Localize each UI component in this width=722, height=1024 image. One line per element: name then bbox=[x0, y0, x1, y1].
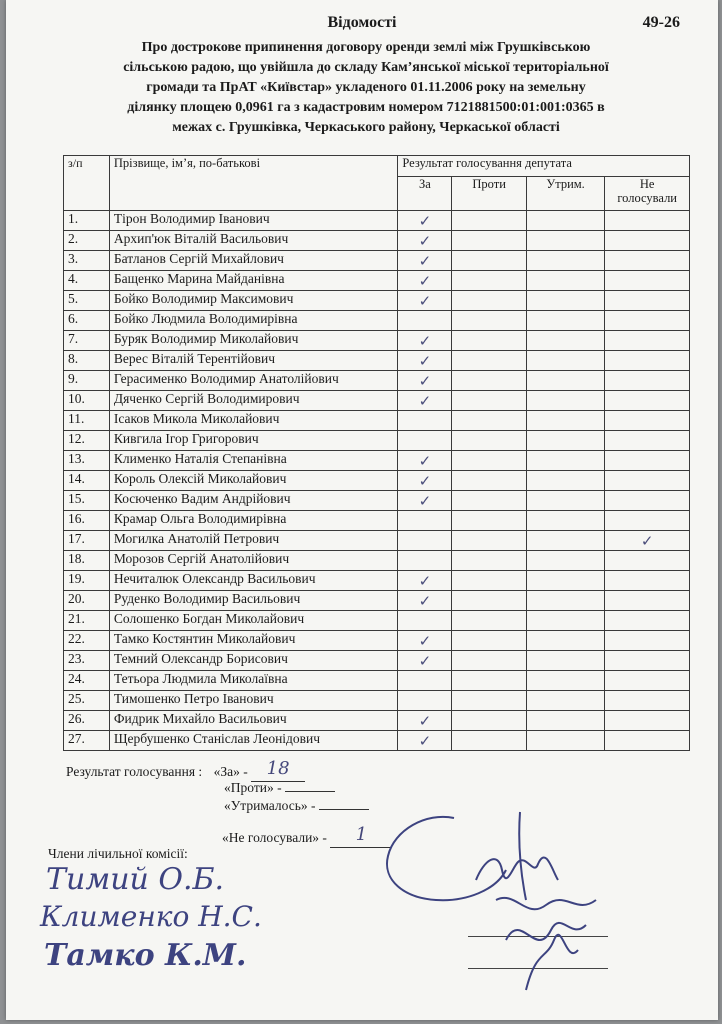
deputy-name: Верес Віталій Терентійович bbox=[109, 351, 398, 371]
check-mark-icon: ✓ bbox=[418, 472, 432, 490]
document-title: Відомості bbox=[327, 14, 397, 31]
deputy-name: Темний Олександр Борисович bbox=[109, 651, 398, 671]
column-header-proty: Проти bbox=[452, 177, 526, 211]
check-mark-icon: ✓ bbox=[418, 592, 432, 610]
document-number: 49-26 bbox=[642, 14, 680, 31]
row-number: 27. bbox=[64, 731, 110, 751]
column-header-number: з/п bbox=[64, 156, 110, 211]
subject-line: сільською радою, що увійшла до складу Кам’янської міської територіальної bbox=[123, 60, 609, 75]
column-header-result: Результат голосування депутата bbox=[398, 156, 690, 177]
row-number: 15. bbox=[64, 491, 110, 511]
column-header-utrym: Утрим. bbox=[526, 177, 605, 211]
row-number: 9. bbox=[64, 371, 110, 391]
result-za-label: «За» - bbox=[213, 764, 248, 779]
deputy-name: Тимошенко Петро Іванович bbox=[109, 691, 398, 711]
row-number: 18. bbox=[64, 551, 110, 571]
check-mark-icon: ✓ bbox=[418, 332, 432, 350]
deputy-name: Бащенко Марина Майданівна bbox=[109, 271, 398, 291]
result-ne-number: 1 bbox=[355, 824, 368, 845]
deputy-name: Король Олексій Миколайович bbox=[109, 471, 398, 491]
commission-signature-3: Тамко К.М. bbox=[44, 938, 247, 973]
check-mark-icon: ✓ bbox=[418, 392, 432, 410]
row-number: 3. bbox=[64, 251, 110, 271]
row-number: 1. bbox=[64, 211, 110, 231]
deputy-name: Бойко Володимир Максимович bbox=[109, 291, 398, 311]
commission-label: Члени лічильної комісії: bbox=[48, 846, 188, 861]
row-number: 6. bbox=[64, 311, 110, 331]
deputy-name: Тірон Володимир Іванович bbox=[109, 211, 398, 231]
row-number: 20. bbox=[64, 591, 110, 611]
deputy-name: Герасименко Володимир Анатолійович bbox=[109, 371, 398, 391]
row-number: 17. bbox=[64, 531, 110, 551]
row-number: 14. bbox=[64, 471, 110, 491]
row-number: 7. bbox=[64, 331, 110, 351]
result-ne-label: «Не голосували» - bbox=[222, 830, 327, 845]
row-number: 19. bbox=[64, 571, 110, 591]
row-number: 4. bbox=[64, 271, 110, 291]
deputy-name: Дяченко Сергій Володимирович bbox=[109, 391, 398, 411]
result-za-number: 18 bbox=[266, 758, 290, 779]
row-number: 25. bbox=[64, 691, 110, 711]
row-number: 8. bbox=[64, 351, 110, 371]
deputy-name: Архип'юк Віталій Васильович bbox=[109, 231, 398, 251]
row-number: 24. bbox=[64, 671, 110, 691]
deputy-name: Буряк Володимир Миколайович bbox=[109, 331, 398, 351]
subject-line: Про дострокове припинення договору оренди землі між Грушківською bbox=[141, 40, 591, 55]
deputy-name: Ісаков Микола Миколайович bbox=[109, 411, 398, 431]
handwritten-signatures-drawing bbox=[6, 0, 718, 1020]
row-number: 23. bbox=[64, 651, 110, 671]
deputy-name: Клименко Наталія Степанівна bbox=[109, 451, 398, 471]
check-mark-icon: ✓ bbox=[418, 292, 432, 310]
check-mark-icon: ✓ bbox=[418, 212, 432, 230]
check-mark-icon: ✓ bbox=[418, 732, 432, 750]
row-number: 5. bbox=[64, 291, 110, 311]
column-header-name: Прізвище, ім’я, по-батькові bbox=[109, 156, 398, 211]
check-mark-icon: ✓ bbox=[418, 712, 432, 730]
row-number: 10. bbox=[64, 391, 110, 411]
check-mark-icon: ✓ bbox=[418, 352, 432, 370]
check-mark-icon: ✓ bbox=[418, 652, 432, 670]
result-proty-label: «Проти» - bbox=[224, 780, 282, 795]
deputy-name: Морозов Сергій Анатолійович bbox=[109, 551, 398, 571]
deputy-name: Крамар Ольга Володимирівна bbox=[109, 511, 398, 531]
check-mark-icon: ✓ bbox=[418, 372, 432, 390]
column-header-za: За bbox=[398, 177, 452, 211]
deputy-name: Нечиталюк Олександр Васильович bbox=[109, 571, 398, 591]
row-number: 13. bbox=[64, 451, 110, 471]
check-mark-icon: ✓ bbox=[418, 252, 432, 270]
deputy-name: Батланов Сергій Михайлович bbox=[109, 251, 398, 271]
row-number: 22. bbox=[64, 631, 110, 651]
subject-line: громади та ПрАТ «Київстар» укладеного 01.11.2006 року на земельну bbox=[146, 80, 586, 95]
check-mark-icon: ✓ bbox=[418, 632, 432, 650]
check-mark-icon: ✓ bbox=[418, 272, 432, 290]
check-mark-icon: ✓ bbox=[418, 232, 432, 250]
deputy-name: Щербушенко Станіслав Леонідович bbox=[109, 731, 398, 751]
check-mark-icon: ✓ bbox=[640, 532, 654, 550]
row-number: 12. bbox=[64, 431, 110, 451]
subject-line: ділянку площею 0,0961 га з кадастровим номером 7121881500:01:001:0365 в bbox=[127, 100, 605, 115]
check-mark-icon: ✓ bbox=[418, 452, 432, 470]
check-mark-icon: ✓ bbox=[418, 492, 432, 510]
deputy-name: Фидрик Михайло Васильович bbox=[109, 711, 398, 731]
commission-signature-2: Клименко Н.С. bbox=[40, 900, 262, 933]
check-mark-icon: ✓ bbox=[418, 572, 432, 590]
column-header-ne-golosuvaly: Не голосували bbox=[605, 177, 690, 211]
deputy-name: Тетьора Людмила Миколаївна bbox=[109, 671, 398, 691]
deputy-name: Могилка Анатолій Петрович bbox=[109, 531, 398, 551]
row-number: 2. bbox=[64, 231, 110, 251]
document-page bbox=[6, 0, 718, 1020]
results-label: Результат голосування : bbox=[66, 764, 203, 779]
row-number: 21. bbox=[64, 611, 110, 631]
row-number: 16. bbox=[64, 511, 110, 531]
deputy-name: Солошенко Богдан Миколайович bbox=[109, 611, 398, 631]
deputy-name: Руденко Володимир Васильович bbox=[109, 591, 398, 611]
deputy-name: Тамко Костянтин Миколайович bbox=[109, 631, 398, 651]
result-utrym-label: «Утрималось» - bbox=[224, 798, 316, 813]
row-number: 26. bbox=[64, 711, 110, 731]
deputy-name: Кивгила Ігор Григорович bbox=[109, 431, 398, 451]
subject-line: межах с. Грушківка, Черкаського району, Черкаської області bbox=[172, 120, 560, 135]
deputy-name: Косюченко Вадим Андрійович bbox=[109, 491, 398, 511]
commission-signature-1: Тимий О.Б. bbox=[46, 862, 225, 897]
deputy-name: Бойко Людмила Володимирівна bbox=[109, 311, 398, 331]
row-number: 11. bbox=[64, 411, 110, 431]
